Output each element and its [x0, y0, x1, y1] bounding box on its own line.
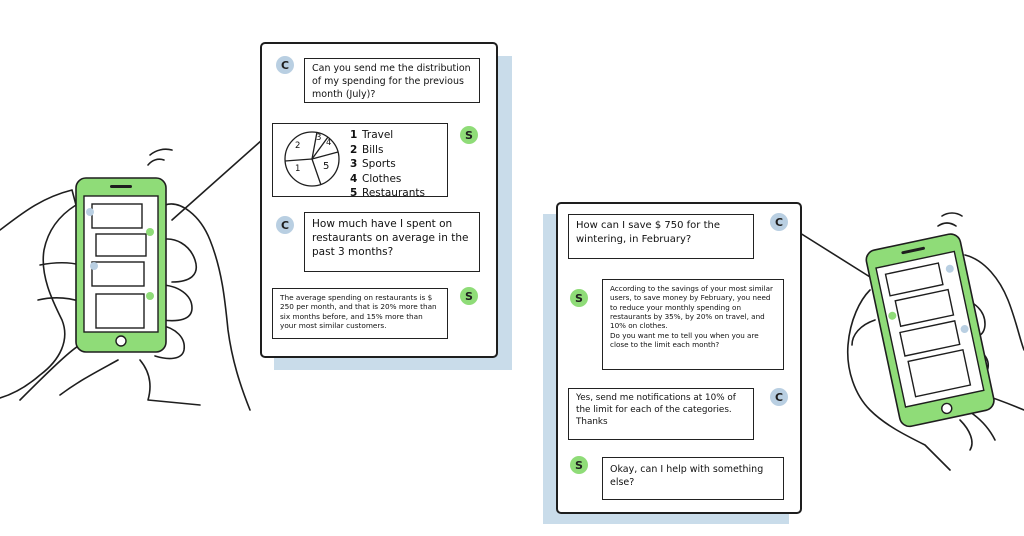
- left-hands-outline: [0, 190, 76, 398]
- message-bubble: Yes, send me notifications at 10% of the limit for each of the categories. Thanks: [568, 388, 754, 440]
- left-phone-home-button: [116, 336, 126, 346]
- legend-item: 3 Sports: [350, 158, 396, 170]
- message-bubble: How much have I spent on restaurants on average in the past 3 months?: [304, 212, 480, 272]
- client-avatar: C: [276, 56, 294, 74]
- message-bubble: Can you send me the distribution of my spending for the previous month (July)?: [304, 58, 480, 103]
- right-phone: [864, 232, 995, 428]
- service-avatar: S: [460, 126, 478, 144]
- client-avatar: C: [770, 213, 788, 231]
- client-avatar: C: [770, 388, 788, 406]
- message-bubble: The average spending on restaurants is $ 250 per month, and that is 20% more than six months before, and 15% more than your most similar customers.: [272, 288, 448, 339]
- service-avatar: S: [460, 287, 478, 305]
- pie-label-4: 4: [326, 138, 332, 148]
- left-right-hand-outline: [165, 204, 250, 410]
- pie-label-5: 5: [323, 161, 330, 172]
- message-bubble: Okay, can I help with something else?: [602, 457, 784, 500]
- service-avatar: S: [570, 289, 588, 307]
- client-avatar: C: [276, 216, 294, 234]
- pie-legend: [350, 128, 425, 201]
- pie-label-2: 2: [295, 141, 301, 151]
- message-bubble: According to the savings of your most similar users, to save money by February, you need to reduce your monthly spending on restaurants by 35%, by 20% on travel, and 10% on clothes. Do you want me to tell you when you are close to the limit each month?: [602, 279, 784, 370]
- message-bubble: How can I save $ 750 for the wintering, in February?: [568, 214, 754, 259]
- legend-item: 2 Bills: [350, 143, 384, 156]
- left-phone: [76, 178, 166, 352]
- pie-label-1: 1: [295, 164, 301, 174]
- pie-label-3: 3: [316, 133, 322, 143]
- legend-item: 5 Restaurants: [350, 187, 425, 199]
- legend-item: 4 Clothes: [350, 172, 402, 185]
- left-phone-speaker: [110, 185, 132, 188]
- spending-pie-chart: [282, 127, 342, 191]
- legend-item: 1 Travel: [350, 129, 394, 141]
- service-avatar: S: [570, 456, 588, 474]
